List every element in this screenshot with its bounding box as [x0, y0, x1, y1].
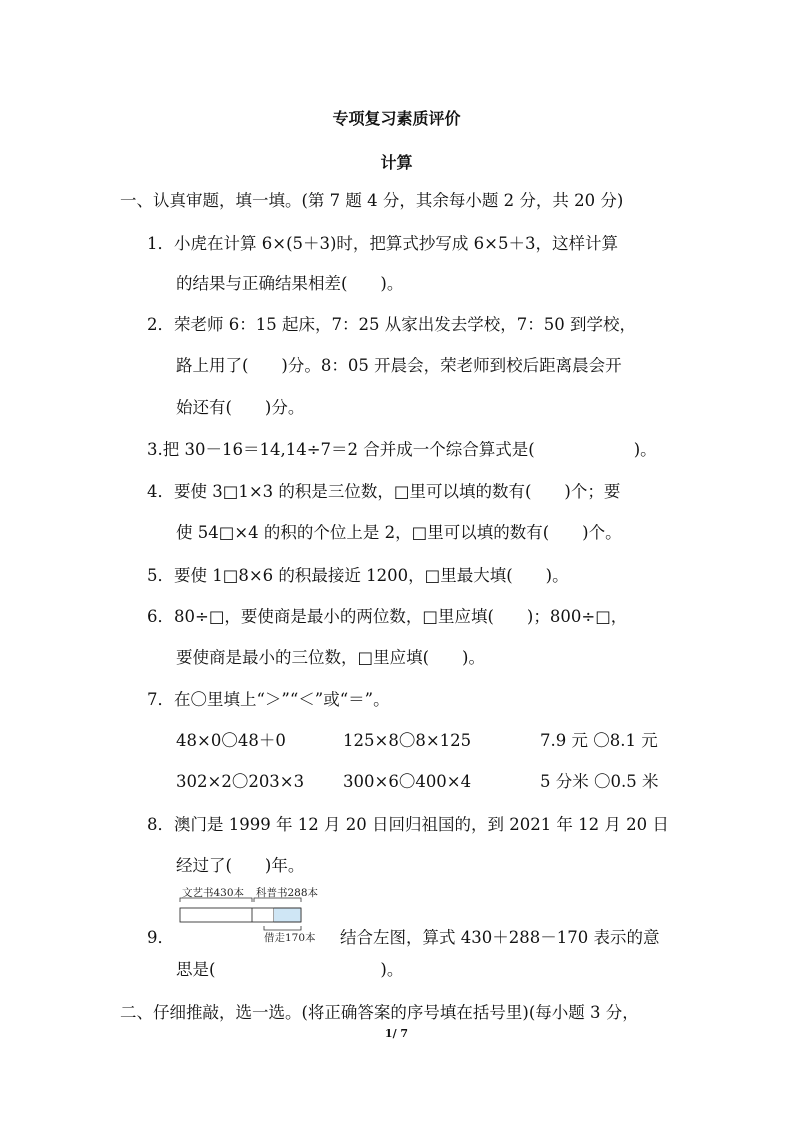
label-kepu: 科普书288本	[256, 887, 319, 899]
borrowed-segment	[274, 909, 301, 922]
q7-row1-item1: 48×0〇48＋0	[176, 731, 286, 750]
bracket-c	[264, 926, 301, 930]
q7-row1-item2: 125×8〇8×125	[343, 731, 472, 750]
q8-line1: 8．澳门是 1999 年 12 月 20 日回归祖国的，到 2021 年 12 月 20 日	[147, 815, 669, 834]
q9-number: 9．	[147, 928, 174, 947]
q6-line1: 6．80÷□，要使商是最小的两位数，□里应填( )；800÷□，	[147, 607, 628, 626]
q7-row2-item2: 300×6〇400×4	[343, 772, 472, 791]
q7-text: 7．在〇里填上“＞”“＜”或“＝”。	[147, 690, 390, 709]
q9-text: 结合左图，算式 430＋288－170 表示的意	[340, 928, 660, 947]
q6-line2: 要使商是最小的三位数，□里应填( )。	[176, 648, 485, 667]
section2-heading: 二、仔细推敲，选一选。(将正确答案的序号填在括号里)(每小题 3 分，	[120, 1003, 639, 1022]
q1-line2: 的结果与正确结果相差( )。	[176, 274, 404, 293]
q2-line1: 2．荣老师 6：15 起床，7：25 从家出发去学校，7：50 到学校，	[147, 315, 636, 334]
q4-line1: 4．要使 3□1×3 的积是三位数，□里可以填的数有( )个；要	[147, 482, 621, 501]
q9-text2: 思是( )。	[176, 960, 404, 979]
q7-row2-item3: 5 分米 〇0.5 米	[540, 772, 659, 791]
q5-line1: 5．要使 1□8×6 的积最接近 1200，□里最大填( )。	[147, 566, 569, 585]
q7-row2-item1: 302×2〇203×3	[176, 772, 305, 791]
q7-row1-item3: 7.9 元 〇8.1 元	[540, 731, 658, 750]
q2-line2: 路上用了( )分。8：05 开晨会，荣老师到校后距离晨会开	[176, 356, 622, 375]
label-wenyi: 文艺书430本	[182, 887, 245, 899]
q3-line1: 3.把 30－16＝14,14÷7＝2 合并成一个综合算式是( )。	[147, 440, 657, 459]
book-bar-diagram	[178, 886, 338, 946]
q8-line2: 经过了( )年。	[176, 856, 305, 875]
page-subtitle: 计算	[380, 153, 413, 172]
q1-line1: 1．小虎在计算 6×(5＋3)时，把算式抄写成 6×5＋3，这样计算	[147, 234, 618, 253]
q4-line2: 使 54□×4 的积的个位上是 2，□里可以填的数有( )个。	[176, 523, 622, 542]
section1-heading: 一、认真审题，填一填。(第 7 题 4 分，其余每小题 2 分，共 20 分)	[120, 191, 624, 210]
q2-line3: 始还有( )分。	[176, 398, 305, 417]
page-title: 专项复习素质评价	[332, 109, 461, 128]
label-jiezou: 借走170本	[264, 932, 316, 944]
page-number: 1/ 7	[384, 1027, 409, 1040]
